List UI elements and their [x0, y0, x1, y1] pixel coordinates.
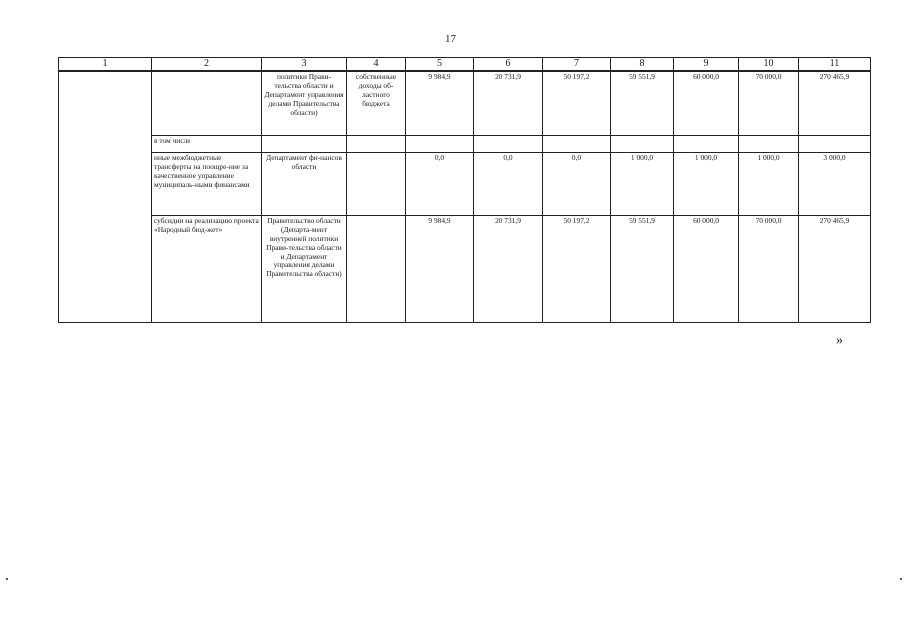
table-row — [59, 153, 871, 216]
table-header-row — [59, 58, 871, 72]
table-cell-source — [347, 153, 406, 216]
table-cell-empty — [674, 136, 739, 153]
table-cell-value: 9 984,9 — [406, 216, 474, 323]
table-cell-value: 270 465,9 — [799, 216, 871, 323]
table-cell-value: 60 000,0 — [674, 71, 739, 136]
table-cell-empty — [543, 136, 611, 153]
table-cell-executor: Правительство области (Департа-мент внутренней политики Прави-тельства области и Департамент управления делами Правительства области) — [262, 216, 347, 323]
column-header: 5 — [406, 58, 474, 72]
table-cell-value: 70 000,0 — [739, 216, 799, 323]
column-header: 1 — [59, 58, 152, 72]
scan-mark — [900, 578, 902, 580]
table-cell-value: 20 731,9 — [474, 216, 543, 323]
table-cell-value: 59 551,9 — [611, 216, 674, 323]
table-cell-empty — [474, 136, 543, 153]
table-cell-value: 0,0 — [406, 153, 474, 216]
table-cell-empty — [611, 136, 674, 153]
table-cell-value: 1 000,0 — [674, 153, 739, 216]
column-header: 7 — [543, 58, 611, 72]
table-cell-empty — [799, 136, 871, 153]
column-header: 2 — [152, 58, 262, 72]
column-header: 10 — [739, 58, 799, 72]
table-cell-name — [152, 71, 262, 136]
table-cell-name: иные межбюджетные трансферты на поощре-ние за качественное управление муниципаль-ными финансами — [152, 153, 262, 216]
table-cell-executor: Департамент фи-нансов области — [262, 153, 347, 216]
table-row — [59, 136, 871, 153]
table-cell-empty — [59, 71, 152, 323]
table-cell-value: 20 731,9 — [474, 71, 543, 136]
table-cell-value: 60 000,0 — [674, 216, 739, 323]
table-cell-value: 270 465,9 — [799, 71, 871, 136]
column-header: 3 — [262, 58, 347, 72]
table-cell-value: 0,0 — [474, 153, 543, 216]
table-cell-value: 1 000,0 — [611, 153, 674, 216]
table-cell-name: в том числе — [152, 136, 262, 153]
scan-mark — [6, 578, 8, 580]
table-cell-value: 50 197,2 — [543, 216, 611, 323]
column-header: 4 — [347, 58, 406, 72]
table-row — [59, 216, 871, 323]
column-header: 6 — [474, 58, 543, 72]
closing-quote-mark: » — [836, 333, 843, 348]
table-cell-value: 50 197,2 — [543, 71, 611, 136]
column-header: 9 — [674, 58, 739, 72]
table-cell-source — [347, 216, 406, 323]
table-cell-empty — [262, 136, 347, 153]
table-row — [59, 71, 871, 136]
table-cell-empty — [739, 136, 799, 153]
table-cell-value: 9 984,9 — [406, 71, 474, 136]
table-cell-name: субсидии на реализацию проекта «Народный бюд-жет» — [152, 216, 262, 323]
table-cell-executor: политики Прави-тельства области и Департамент управления делами Правительства области) — [262, 71, 347, 136]
column-header: 11 — [799, 58, 871, 72]
table-cell-value: 3 000,0 — [799, 153, 871, 216]
table-cell-value: 70 000,0 — [739, 71, 799, 136]
table-cell-value: 0,0 — [543, 153, 611, 216]
column-header: 8 — [611, 58, 674, 72]
table-cell-value: 59 551,9 — [611, 71, 674, 136]
budget-table — [58, 57, 871, 323]
table-cell-value: 1 000,0 — [739, 153, 799, 216]
table-cell-source: собственные доходы об-ластного бюджета — [347, 71, 406, 136]
table-cell-empty — [406, 136, 474, 153]
table-cell-empty — [347, 136, 406, 153]
page-number: 17 — [445, 33, 456, 45]
